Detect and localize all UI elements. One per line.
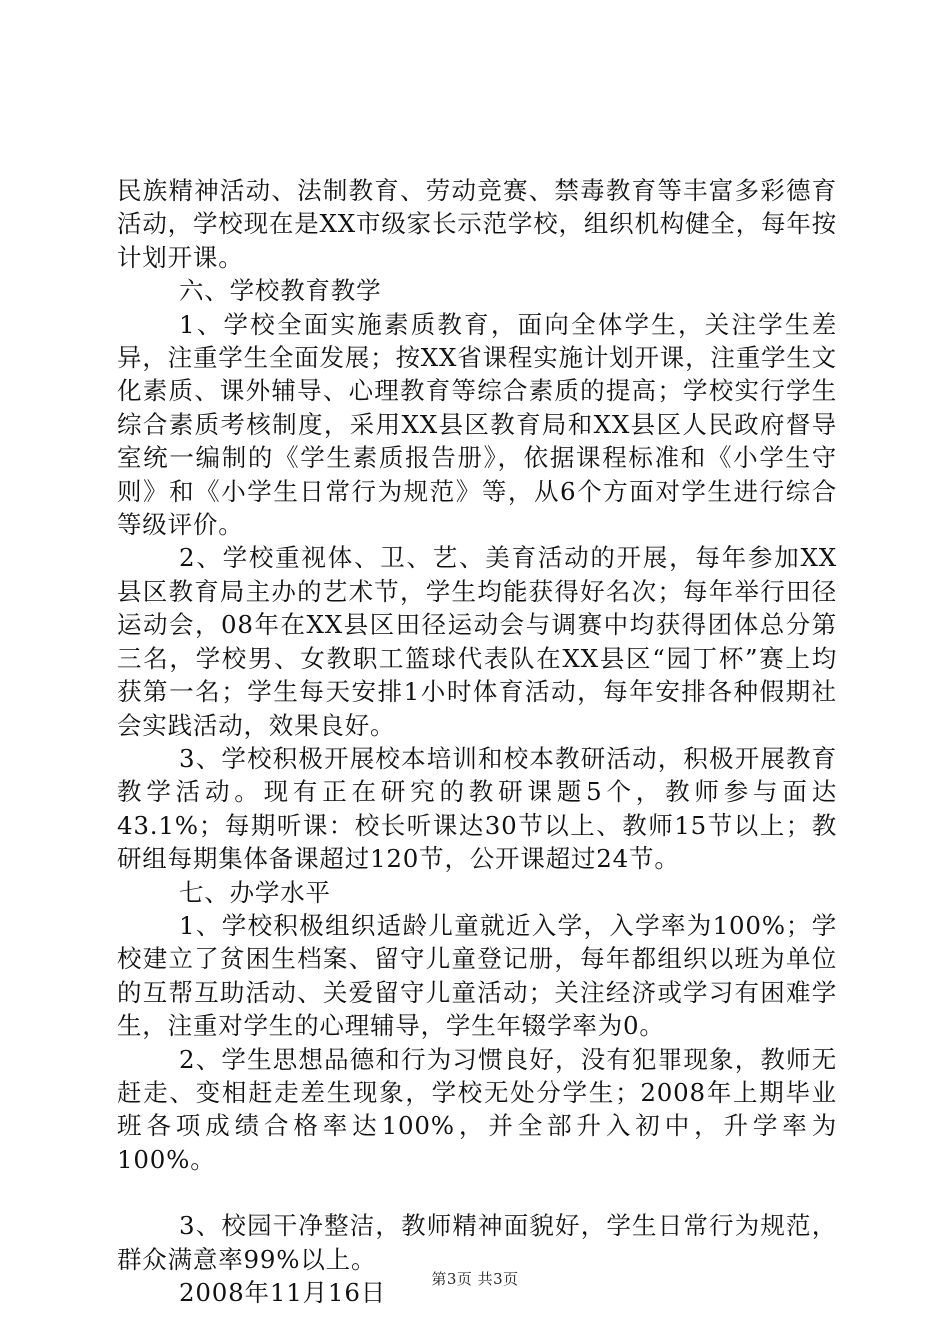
document-date: 2008年11月16日 — [179, 1278, 387, 1307]
document-body — [117, 174, 837, 1309]
paragraph-enrollment: 1、学校积极组织适龄儿童就近入学，入学率为100%；学校建立了贫困生档案、留守儿童登记册，每年都组织以班为单位的互帮互助活动、关爱留守儿童活动；关注经济或学习有困难学生，注重对学生的心理辅导，学生年辍学率为0。 — [117, 910, 837, 1041]
paragraph-moral-education: 民族精神活动、法制教育、劳动竞赛、禁毒教育等丰富多彩德育活动，学校现在是XX市级家长示范学校，组织机构健全，每年按计划开课。 — [117, 176, 837, 272]
paragraph-teaching-research: 3、学校积极开展校本培训和校本教研活动，积极开展教育教学活动。现有正在研究的教研课题5个，教师参与面达43.1%；每期听课：校长听课达30节以上、教师15节以上；教研组每期集体备课超过120节，公开课超过24节。 — [117, 743, 837, 874]
page-number-footer: 第3页 共3页 — [431, 1270, 519, 1288]
section-heading-school-level: 七、办学水平 — [179, 877, 331, 907]
paragraph-spacer — [117, 1176, 837, 1209]
paragraph-quality-education: 1、学校全面实施素质教育，面向全体学生，关注学生差异，注重学生全面发展；按XX省课程实施计划开课，注重学生文化素质、课外辅导、心理教育等综合素质的提高；学校实行学生综合素质考核制度，采用XX县区教育局和XX县区人民政府督导室统一编制的《学生素质报告册》，依据课程标准和《小学生守则》和《小学生日常行为规范》等，从6个方面对学生进行综合等级评价。 — [117, 309, 837, 540]
paragraph-campus: 3、校园干净整洁，教师精神面貌好，学生日常行为规范，群众满意率99%以上。 — [117, 1211, 837, 1274]
paragraph-conduct: 2、学生思想品德和行为习惯良好，没有犯罪现象，教师无赶走、变相赶走差生现象，学校无处分学生；2008年上期毕业班各项成绩合格率达100%，并全部升入初中，升学率为100%。 — [117, 1044, 837, 1174]
section-heading-teaching: 六、学校教育教学 — [179, 276, 382, 306]
paragraph-sports-arts: 2、学校重视体、卫、艺、美育活动的开展，每年参加XX县区教育局主办的艺术节，学生均能获得好名次；每年举行田径运动会，08年在XX县区田径运动会与调赛中均获得团体总分第三名，学校男、女教职工篮球代表队在XX县区“园丁杯”赛上均获第一名；学生每天安排1小时体育活动，每年安排各种假期社会实践活动，效果良好。 — [117, 543, 837, 740]
